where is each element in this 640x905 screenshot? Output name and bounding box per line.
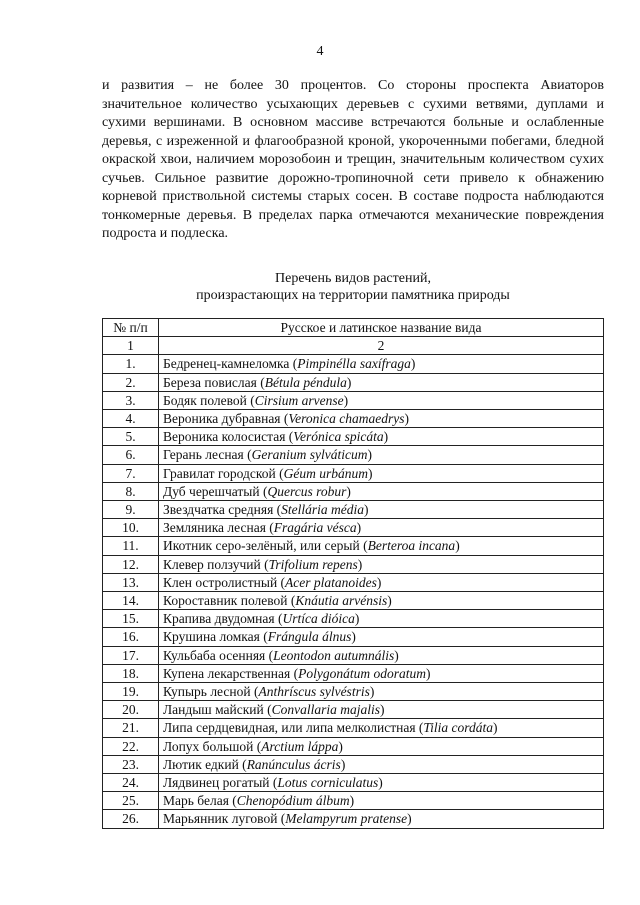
closing-parenthesis: ) [351,629,356,645]
species-name [159,355,604,373]
species-russian-name: Кульбаба осенняя ( [163,647,274,663]
closing-parenthesis: ) [346,374,352,390]
species-russian-name: Гравилат городской ( [163,465,284,481]
species-name [159,555,604,573]
table-row [103,373,604,391]
row-number: 24. [103,774,159,792]
row-number: 15. [103,610,159,628]
species-latin-name: Anthríscus sylvéstris [258,684,370,700]
species-russian-name: Бедренец-камнеломка ( [163,356,298,372]
closing-parenthesis: ) [455,538,460,554]
species-name [159,628,604,646]
species-latin-name: Convallaria majalis [271,702,381,718]
row-number: 2. [103,373,159,391]
row-number: 5. [103,428,159,446]
table-row [103,464,604,482]
closing-parenthesis: ) [356,520,362,536]
species-latin-name: Veronica chamaedrys [288,411,405,427]
species-latin-name: Acer platanoides [285,574,377,590]
closing-parenthesis: ) [378,775,383,791]
species-russian-name: Земляника лесная ( [163,520,274,536]
species-name [159,701,604,719]
species-name [159,519,604,537]
row-number: 17. [103,646,159,664]
row-number: 20. [103,701,159,719]
closing-parenthesis: ) [404,411,409,427]
closing-parenthesis: ) [376,574,382,590]
species-russian-name: Короставник полевой ( [163,593,296,609]
species-russian-name: Бодяк полевой ( [163,392,255,408]
species-latin-name: Leontodon autumnális [273,647,395,663]
table-row [103,701,604,719]
row-number: 9. [103,501,159,519]
closing-parenthesis: ) [493,720,498,736]
species-name [159,664,604,682]
species-name [159,482,604,500]
species-latin-name: Pimpinélla saxífraga [297,356,411,372]
species-latin-name: Ranúnculus ácris [246,756,341,772]
species-name [159,391,604,409]
table-row [103,737,604,755]
species-latin-name: Polygonátum odoratum [298,665,426,681]
table-row [103,719,604,737]
species-russian-name: Купена лекарственная ( [163,665,299,681]
species-name [159,792,604,810]
row-number: 7. [103,464,159,482]
row-number: 12. [103,555,159,573]
table-row [103,537,604,555]
species-latin-name: Quercus robur [267,483,347,499]
species-name [159,410,604,428]
species-latin-name: Frángula álnus [267,629,352,645]
row-number: 14. [103,592,159,610]
closing-parenthesis: ) [343,392,349,408]
table-row [103,573,604,591]
species-name [159,464,604,482]
species-name [159,719,604,737]
species-table [102,318,604,829]
species-name [159,373,604,391]
species-russian-name: Дуб черешчатый ( [163,483,268,499]
table-row [103,646,604,664]
table-row [103,792,604,810]
species-latin-name: Arctium láppa [261,738,339,754]
species-russian-name: Марьянник луговой ( [163,811,286,827]
table-row [103,446,604,464]
species-name [159,446,604,464]
species-name [159,610,604,628]
species-russian-name: Герань лесная ( [163,447,252,463]
column-index-2: 2 [159,337,604,355]
closing-parenthesis: ) [367,465,373,481]
species-latin-name: Lotus corniculatus [277,775,379,791]
species-russian-name: Звездчатка средняя ( [163,502,282,518]
species-russian-name: Ландыш майский ( [163,702,272,718]
species-latin-name: Bétula péndula [264,374,347,390]
species-russian-name: Икотник серо-зелёный, или серый ( [163,538,368,554]
table-row [103,501,604,519]
species-latin-name: Stellária média [281,502,365,518]
row-number: 11. [103,537,159,555]
species-russian-name: Лютик едкий ( [163,756,247,772]
species-russian-name: Липа сердцевидная, или липа мелколистная ( [163,720,424,736]
species-latin-name: Tilia cordáta [423,720,494,736]
species-name [159,428,604,446]
table-row [103,555,604,573]
closing-parenthesis: ) [367,447,372,463]
row-number: 19. [103,683,159,701]
table-row [103,592,604,610]
row-number: 4. [103,410,159,428]
species-name [159,592,604,610]
row-number: 18. [103,664,159,682]
header-number: № п/п [103,319,159,337]
closing-parenthesis: ) [349,793,355,809]
row-number: 1. [103,355,159,373]
row-number: 21. [103,719,159,737]
closing-parenthesis: ) [357,556,363,572]
species-russian-name: Лядвинец рогатый ( [163,775,278,791]
body-paragraph: и развития – не более 30 процентов. Со стороны проспекта Авиаторов значительное количество усыхающих деревьев с сухими ветвями, дуплами и сухими вершинами. В основном массиве встречаются больные и ослабленные деревья, с изреженной и флагообразной кроной, укороченными побегами, бледной окраской хвои, наличием морозобоин и трещин, значительным количеством сухих сучьев. Сильное развитие дорожно-тропиночной сети привело к обнажению корневой приствольной системы старых сосен. В составе подроста наблюдаются тонкомерные деревья. В пределах парка отмечаются механические повреждения подроста и подлеска. [102,78,604,241]
closing-parenthesis: ) [410,356,416,372]
table-row [103,628,604,646]
species-name [159,537,604,555]
species-latin-name: Melampyrum pratense [285,811,408,827]
closing-parenthesis: ) [394,647,399,663]
species-name [159,737,604,755]
table-title [102,270,604,304]
species-latin-name: Urtíca dióica [282,611,355,627]
species-name [159,646,604,664]
header-species-name: Русское и латинское название вида [159,319,604,337]
row-number: 6. [103,446,159,464]
closing-parenthesis: ) [340,756,346,772]
closing-parenthesis: ) [425,665,431,681]
row-number: 25. [103,792,159,810]
species-russian-name: Лопух большой ( [163,738,262,754]
table-row [103,774,604,792]
table-row [103,410,604,428]
species-russian-name: Крушина ломкая ( [163,629,268,645]
species-latin-name: Trifolium repens [268,556,358,572]
table-title-line-1: Перечень видов растений, [275,271,431,286]
table-row [103,519,604,537]
species-latin-name: Géum urbánum [283,465,368,481]
row-number: 13. [103,573,159,591]
table-header-row [103,319,604,337]
species-name [159,810,604,828]
table-row [103,428,604,446]
species-latin-name: Cirsium arvense [254,392,344,408]
species-russian-name: Крапива двудомная ( [163,611,283,627]
closing-parenthesis: ) [354,611,360,627]
species-russian-name: Купырь лесной ( [163,684,259,700]
closing-parenthesis: ) [369,684,375,700]
page-number: 4 [316,44,324,59]
row-number: 16. [103,628,159,646]
species-name [159,573,604,591]
species-latin-name: Fragária vésca [273,520,357,536]
species-russian-name: Марь белая ( [163,793,237,809]
closing-parenthesis: ) [346,483,351,499]
closing-parenthesis: ) [383,429,389,445]
row-number: 10. [103,519,159,537]
species-table-body [103,355,604,828]
species-russian-name: Береза повислая ( [163,374,265,390]
column-index-1: 1 [103,337,159,355]
row-number: 26. [103,810,159,828]
species-latin-name: Knáutia arvénsis [295,593,388,609]
closing-parenthesis: ) [380,702,385,718]
table-row [103,355,604,373]
row-number: 3. [103,391,159,409]
species-russian-name: Вероника колосистая ( [163,429,294,445]
row-number: 22. [103,737,159,755]
species-latin-name: Verónica spicáta [293,429,384,445]
table-row [103,810,604,828]
species-russian-name: Вероника дубравная ( [163,411,289,427]
table-title-line-2: произрастающих на территории памятника природы [196,288,510,303]
closing-parenthesis: ) [387,593,392,609]
species-name [159,774,604,792]
species-russian-name: Клен остролистный ( [163,574,286,590]
species-name [159,501,604,519]
species-name [159,755,604,773]
table-row [103,610,604,628]
table-index-row [103,337,604,355]
table-row [103,391,604,409]
table-row [103,482,604,500]
row-number: 23. [103,755,159,773]
closing-parenthesis: ) [407,811,412,827]
table-row [103,664,604,682]
species-russian-name: Клевер ползучий ( [163,556,269,572]
species-latin-name: Gerаnium sylváticum [251,447,368,463]
species-name [159,683,604,701]
table-row [103,683,604,701]
species-latin-name: Chenopódium álbum [236,793,350,809]
closing-parenthesis: ) [364,502,369,518]
closing-parenthesis: ) [338,738,343,754]
species-latin-name: Berteroa incana [367,538,456,554]
table-row [103,755,604,773]
row-number: 8. [103,482,159,500]
